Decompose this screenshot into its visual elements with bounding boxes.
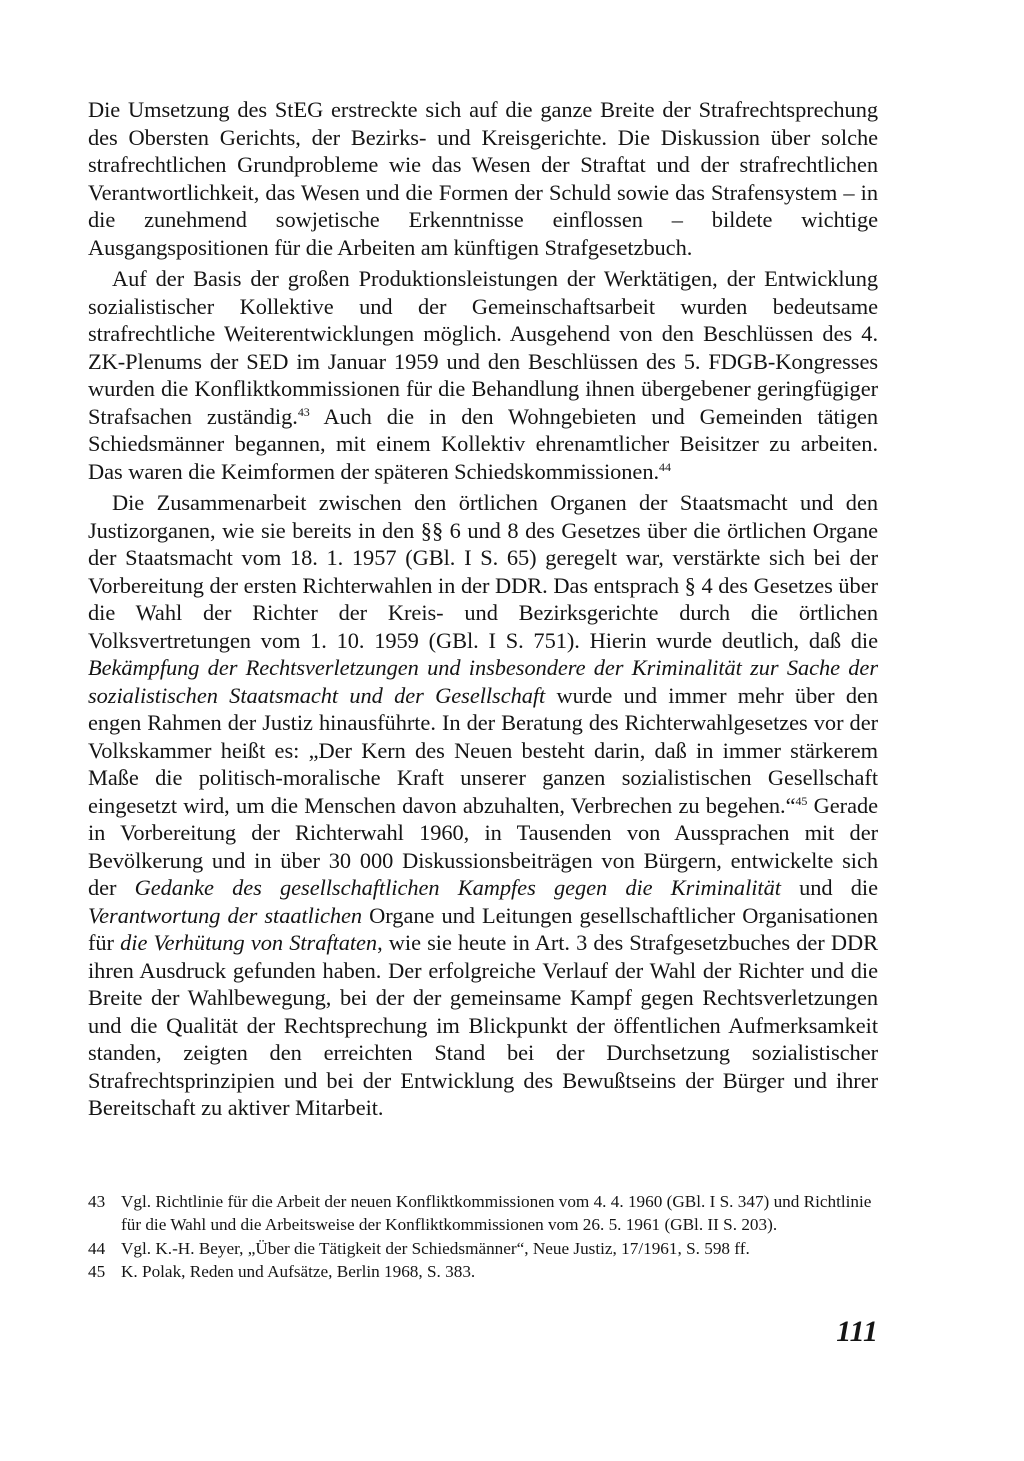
paragraph: [88, 265, 878, 485]
footnote-reference: 43: [297, 404, 310, 419]
emphasized-text: Bekämpfung der Rechtsverletzungen und insbesondere der Kriminalität zur Sache der sozialistischen Staatsmacht und der Gesellschaft: [88, 655, 878, 708]
text-run: Gerade in Vorbereitung der Richterwahl 1960, in Tausenden von Aussprachen mit der Bevölkerung und in über 30 000 Diskussionsbeiträgen von Bürgern, entwickelte sich der: [88, 792, 879, 900]
emphasized-text: Verantwortung der staatlichen: [88, 902, 363, 928]
footnote-reference: 45: [795, 793, 808, 808]
footnotes: [88, 1190, 878, 1283]
emphasized-text: Gedanke des gesellschaftlichen Kampfes gegen die Kriminalität: [134, 875, 781, 900]
footnote: [88, 1237, 878, 1260]
footnote: [88, 1260, 878, 1283]
text-run: Die Zusammenarbeit zwischen den örtlichen Organen der Staatsmacht und den Justizorganen, wie sie bereits in den §§ 6 und 8 des Gesetzes über die örtlichen Organe der Staatsmacht vom 18. 1. 1957 (GBl. I S. 65) geregelt war, verstärkte sich bei der Vorbereitung der ersten Richterwahlen in der DDR. Das entsprach § 4 des Gesetzes über die Wahl der Richter der Kreis- und Bezirksgerichte durch die örtlichen Volksvertretungen vom 1. 10. 1959 (GBl. I S. 751). Hierin wurde deutlich, daß die: [88, 490, 878, 653]
body-text: [88, 96, 878, 1122]
footnote-reference: 44: [659, 459, 671, 474]
footnote: [88, 1190, 878, 1237]
footnote-number: 45: [88, 1261, 106, 1281]
text-run: Auch die in den Wohngebieten und Gemeinden tätigen Schiedsmänner begannen, mit einem Kollektiv ehrenamtlicher Beisitzer zu arbeiten. Das waren die Keimformen der späteren Schiedskommissionen.: [88, 403, 878, 484]
footnote-number: 43: [88, 1192, 106, 1211]
footnote-number: 44: [88, 1238, 106, 1258]
text-run: Die Umsetzung des StEG erstreckte sich auf die ganze Breite der Strafrechtsprechung des Obersten Gerichts, der Bezirks- und Kreisgerichte. Die Diskussion über solche strafrechtlichen Grundprobleme wie das Wesen der Straftat und der strafrechtlichen Verantwortlichkeit, das Wesen und die Formen der Schuld sowie das Strafensystem – in die zunehmend sowjetische Erkenntnisse einflossen – bildete wichtige Ausgangspositionen für die Arbeiten am künftigen Strafgesetzbuch.: [88, 97, 878, 260]
text-run: Auf der Basis der großen Produktionsleistungen der Werktätigen, der Entwicklung sozialistischer Kollektive und der Gemeinschaftsarbeit wurden bedeutsame strafrechtliche Weiterentwicklungen möglich. Ausgehend von den Beschlüssen des 4. ZK-Plenums der SED im Januar 1959 und den Beschlüssen des 5. FDGB-Kongresses wurden die Konfliktkommissionen für die Behandlung ihnen übergebener geringfügiger Strafsachen zuständig.: [88, 266, 878, 429]
page-number: 111: [836, 1315, 878, 1348]
text-run: , wie sie heute in Art. 3 des Strafgesetzbuches der DDR ihren Ausdruck gefunden haben. Der erfolgreiche Verlauf der Wahl der Richter und die Breite der Wahlbewegung, bei der der gemeinsame Kampf gegen Rechtsverletzungen und die Qualität der Rechtsprechung im Blickpunkt der öffentlichen Aufmerksamkeit standen, zeigten den erreichten Stand bei der Durchsetzung sozialistischer Strafrechtsprinzipien und bei der Entwicklung des Bewußtseins der Bürger und ihrer Bereitschaft zu aktiver Mitarbeit.: [88, 930, 879, 1120]
footnote-text: Vgl. Richtlinie für die Arbeit der neuen Konfliktkommissionen vom 4. 4. 1960 (GBl. I S. 347) und Richtlinie für die Wahl und die Arbeitsweise der Konfliktkommissionen vom 26. 5. 1961 (GBl. II S. 203).: [121, 1192, 872, 1235]
text-run: und die: [780, 875, 878, 900]
emphasized-text: die Verhütung von Straftaten: [120, 930, 378, 955]
footnote-text: Vgl. K.-H. Beyer, „Über die Tätigkeit der Schiedsmänner“, Neue Justiz, 17/1961, S. 598 ff.: [121, 1238, 750, 1258]
paragraph: [88, 96, 878, 261]
paragraph: [88, 489, 878, 1122]
text-run: Organe und Leitungen gesellschaftlicher Organisationen für: [88, 902, 878, 955]
footnote-text: K. Polak, Reden und Aufsätze, Berlin 1968, S. 383.: [121, 1261, 476, 1281]
text-run: wurde und immer mehr über den engen Rahmen der Justiz hinausführte. In der Beratung des Richterwahlgesetzes vor der Volkskammer heißt es: „Der Kern des Neuen besteht darin, daß in immer stärkerem Maße die politisch-moralische Kraft unserer ganzen sozialistischen Gesellschaft eingesetzt wird, um die Menschen davon abzuhalten, Verbrechen zu begehen.“: [88, 682, 878, 818]
